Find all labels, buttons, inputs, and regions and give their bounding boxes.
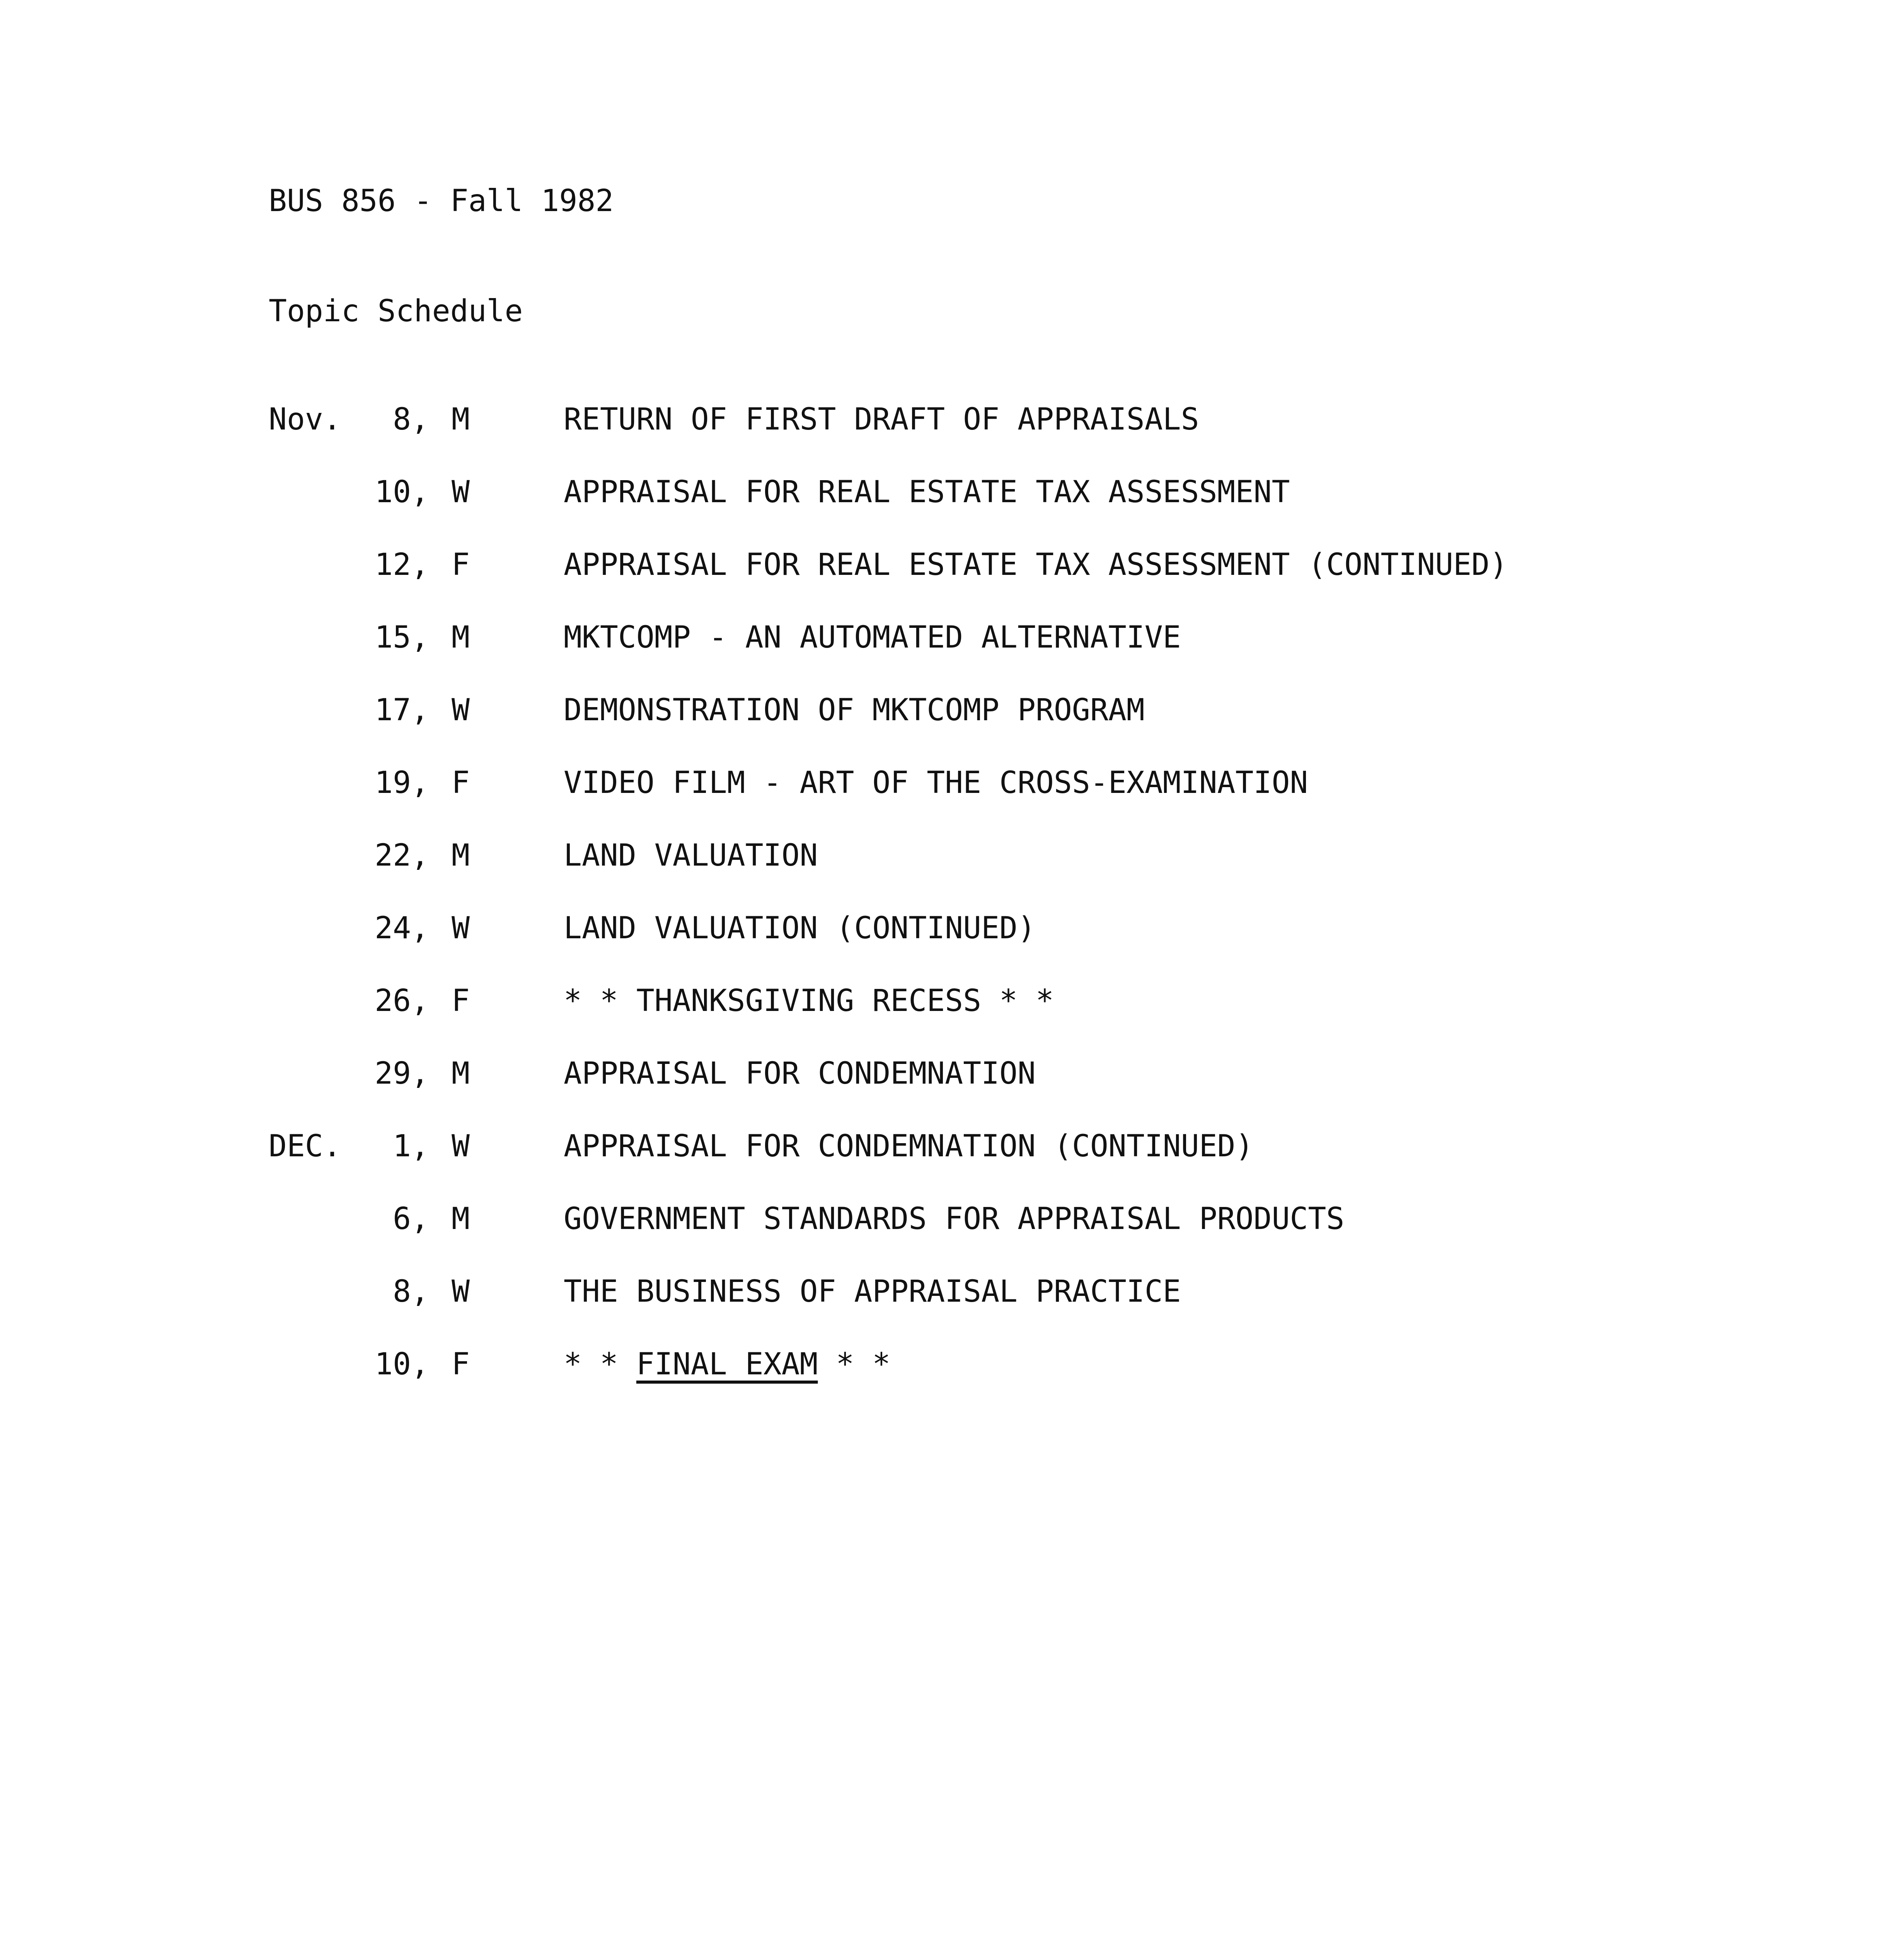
course-title: BUS 856 - Fall 1982 [269,184,614,218]
day-number: 19, [375,765,429,800]
day-number: 6, [393,1202,429,1236]
schedule-row [0,1054,1904,1127]
final-exam-emphasis: FINAL EXAM [636,1347,818,1382]
schedule-subtitle: Topic Schedule [269,294,523,329]
topic-text [564,1345,890,1384]
weekday-letter: M [452,402,470,437]
day-number: 15, [375,620,429,655]
weekday-letter: W [452,693,470,728]
topic-schedule [0,400,1904,1418]
weekday-letter: W [452,475,470,510]
day-number: 22, [375,838,429,873]
topic-text: LAND VALUATION [564,838,818,873]
day-number: 10, [375,475,429,510]
day-number: 24, [375,911,429,946]
schedule-row [0,836,1904,909]
topic-text: APPRAISAL FOR CONDEMNATION [564,1056,1036,1091]
month-label: DEC. [269,1129,341,1164]
schedule-row [0,1200,1904,1272]
schedule-row [0,982,1904,1054]
topic-text: VIDEO FILM - ART OF THE CROSS-EXAMINATION [564,765,1308,800]
day-number: 8, [393,1274,429,1309]
weekday-letter: F [452,1347,470,1382]
topic-text: GOVERNMENT STANDARDS FOR APPRAISAL PRODUCTS [564,1202,1345,1236]
day-number: 1, [393,1129,429,1164]
weekday-letter: M [452,1202,470,1236]
topic-text: THE BUSINESS OF APPRAISAL PRACTICE [564,1274,1181,1309]
topic-text: APPRAISAL FOR REAL ESTATE TAX ASSESSMENT [564,475,1290,510]
weekday-letter: M [452,620,470,655]
day-number: 17, [375,693,429,728]
day-number: 29, [375,1056,429,1091]
topic-text: APPRAISAL FOR REAL ESTATE TAX ASSESSMENT (CONTINUED) [564,547,1508,582]
weekday-letter: M [452,838,470,873]
topic-text: RETURN OF FIRST DRAFT OF APPRAISALS [564,402,1199,437]
schedule-row [0,764,1904,836]
topic-suffix: * * [818,1347,891,1382]
weekday-letter: W [452,911,470,946]
schedule-row [0,691,1904,764]
topic-text: DEMONSTRATION OF MKTCOMP PROGRAM [564,693,1145,728]
topic-text: APPRAISAL FOR CONDEMNATION (CONTINUED) [564,1129,1254,1164]
topic-prefix: * * [564,1347,636,1382]
weekday-letter: M [452,1056,470,1091]
day-number: 26, [375,984,429,1018]
day-number: 10, [375,1347,429,1382]
schedule-row [0,1345,1904,1418]
schedule-row [0,545,1904,618]
schedule-row [0,1272,1904,1345]
schedule-row [0,400,1904,473]
day-number: 12, [375,547,429,582]
schedule-row [0,618,1904,691]
topic-text: MKTCOMP - AN AUTOMATED ALTERNATIVE [564,620,1181,655]
weekday-letter: W [452,1274,470,1309]
weekday-letter: F [452,984,470,1018]
weekday-letter: F [452,547,470,582]
schedule-row [0,1127,1904,1200]
day-number: 8, [393,402,429,437]
month-label: Nov. [269,402,341,437]
topic-text: * * THANKSGIVING RECESS * * [564,984,1054,1018]
schedule-row [0,909,1904,982]
weekday-letter: W [452,1129,470,1164]
topic-text: LAND VALUATION (CONTINUED) [564,911,1036,946]
weekday-letter: F [452,765,470,800]
schedule-row [0,473,1904,545]
